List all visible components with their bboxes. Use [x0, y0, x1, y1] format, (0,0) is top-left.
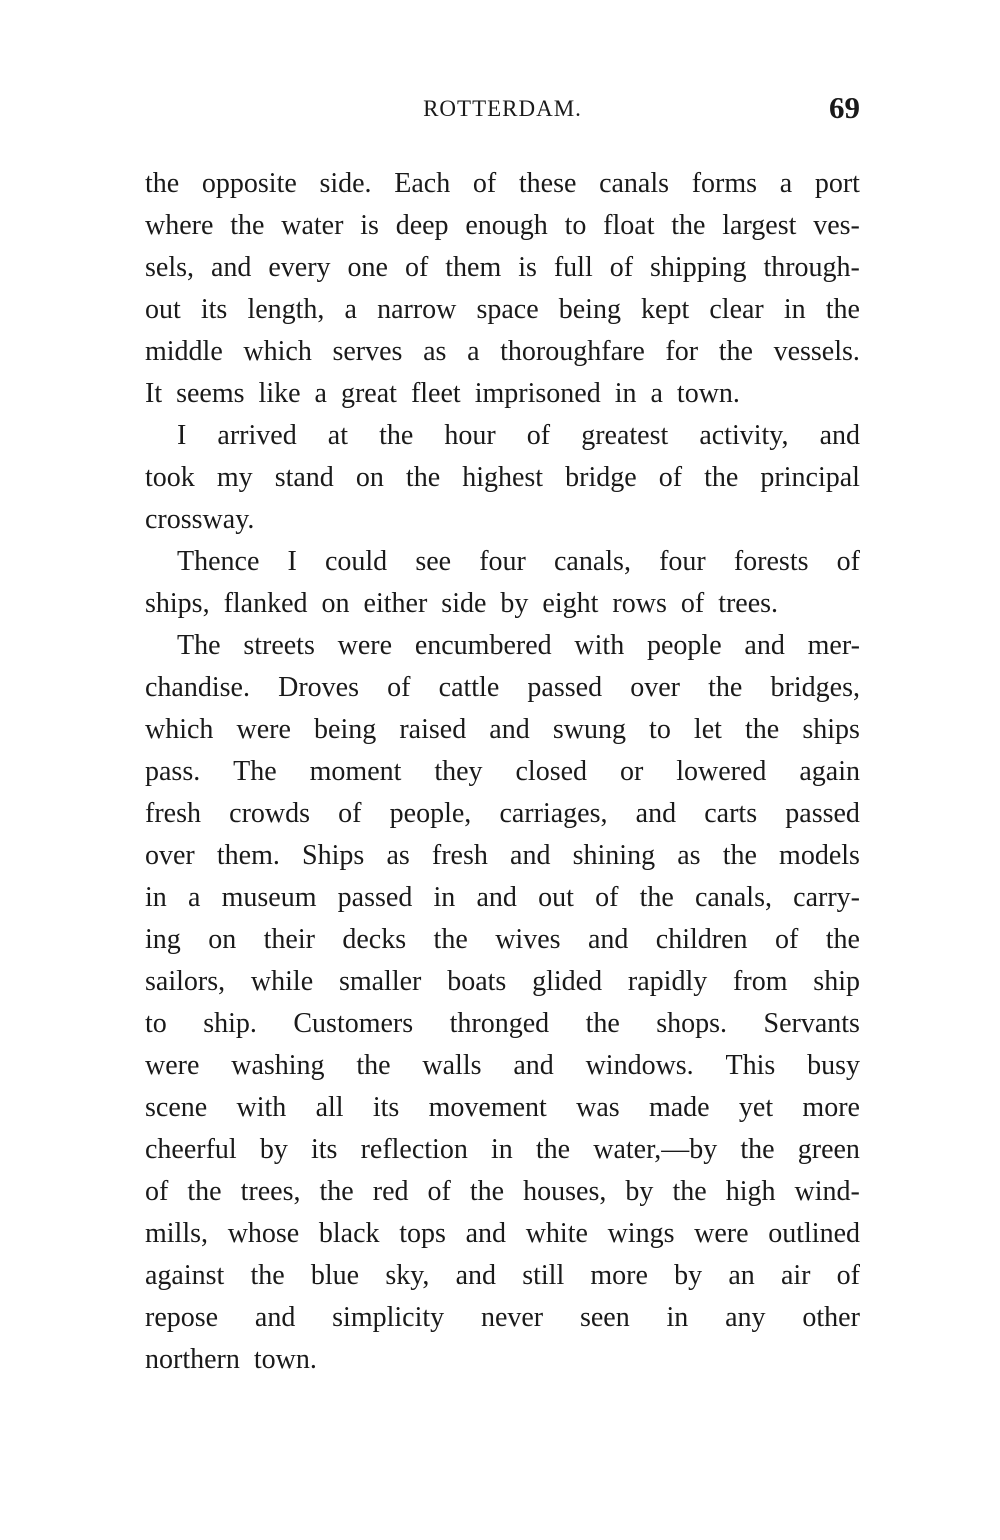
text-line: out its length, a narrow space being kept clear in the	[145, 294, 860, 325]
text-line: were washing the walls and windows. This busy	[145, 1050, 860, 1081]
text-line: ing on their decks the wives and children of the	[145, 924, 860, 955]
text-line: fresh crowds of people, carriages, and carts passed	[145, 798, 860, 829]
text-line: crossway.	[145, 504, 255, 535]
text-line: sailors, while smaller boats glided rapidly from ship	[145, 966, 860, 997]
text-line: in a museum passed in and out of the canals, carry-	[145, 882, 860, 913]
text-line: ships, flanked on either side by eight rows of trees.	[145, 588, 779, 619]
text-line: sels, and every one of them is full of shipping through-	[145, 252, 860, 283]
text-line: where the water is deep enough to float the largest ves-	[145, 210, 860, 241]
text-line: middle which serves as a thoroughfare for the vessels.	[145, 336, 860, 367]
text-line: northern town.	[145, 1344, 317, 1375]
running-title: ROTTERDAM.	[423, 96, 582, 121]
page-number: 69	[829, 90, 860, 125]
text-line: mills, whose black tops and white wings were outlined	[145, 1218, 860, 1249]
text-line: I arrived at the hour of greatest activity, and	[177, 420, 860, 451]
text-line: The streets were encumbered with people and mer-	[177, 630, 860, 661]
text-line: cheerful by its reflection in the water,—by the green	[145, 1134, 860, 1165]
text-line: over them. Ships as fresh and shining as the models	[145, 840, 860, 871]
text-line: to ship. Customers thronged the shops. Servants	[145, 1008, 860, 1039]
text-line: repose and simplicity never seen in any other	[145, 1302, 860, 1333]
text-line: took my stand on the highest bridge of the principal	[145, 462, 860, 493]
text-line: against the blue sky, and still more by an air of	[145, 1260, 860, 1291]
running-head	[145, 90, 860, 130]
text-line: pass. The moment they closed or lowered again	[145, 756, 860, 787]
text-line: chandise. Droves of cattle passed over the bridges,	[145, 672, 860, 703]
body-text	[145, 163, 860, 1381]
text-line: scene with all its movement was made yet more	[145, 1092, 860, 1123]
text-line: It seems like a great fleet imprisoned in a town.	[145, 378, 740, 409]
text-line: the opposite side. Each of these canals forms a port	[145, 168, 860, 199]
text-line: Thence I could see four canals, four forests of	[177, 546, 860, 577]
text-line: which were being raised and swung to let the ships	[145, 714, 860, 745]
text-line: of the trees, the red of the houses, by the high wind-	[145, 1176, 860, 1207]
